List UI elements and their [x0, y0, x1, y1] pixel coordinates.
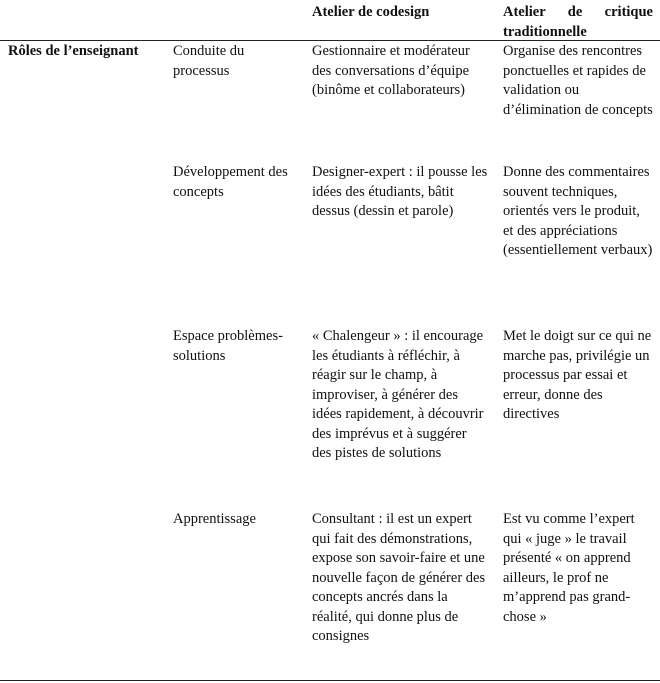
row-critique: Est vu comme l’expert qui « juge » le travail présenté « on apprend ailleurs, le prof ne m’apprend pas grand-chose »	[503, 511, 635, 625]
row-critique: Organise des rencontres ponctuelles et rapides de validation ou d’élimination de concepts	[503, 43, 653, 118]
table-bottom-rule	[0, 680, 660, 681]
section-label: Rôles de l’enseignant	[8, 43, 139, 59]
header-codesign: Atelier de codesign	[312, 4, 430, 20]
row-critique: Donne des commentaires souvent techniques, orientés vers le produit, et des appréciations (essentiellement verbaux)	[503, 164, 653, 258]
row-aspect: Espace problèmes-solutions	[173, 328, 283, 364]
row-codesign: « Chalengeur » : il encourage les étudiants à réfléchir, à réagir sur le champ, à improviser, à générer des idées rapidement, à découvrir des imprévus et à suggérer des pistes de solutions	[312, 328, 484, 461]
row-codesign: Gestionnaire et modérateur des conversations d’équipe (binôme et collaborateurs)	[312, 43, 470, 98]
row-critique: Met le doigt sur ce qui ne marche pas, privilégie un processus par essai et erreur, donne des directives	[503, 328, 652, 422]
row-aspect: Apprentissage	[173, 511, 256, 527]
row-codesign: Designer-expert : il pousse les idées des étudiants, bâtit dessus (dessin et parole)	[312, 164, 488, 219]
row-aspect: Conduite du processus	[173, 43, 245, 79]
header-divider	[0, 40, 660, 41]
row-codesign: Consultant : il est un expert qui fait des démonstrations, expose son savoir-faire et une nouvelle façon de générer des concepts ancrés dans la réalité, qui donne plus de consignes	[312, 511, 486, 644]
row-aspect: Développement des concepts	[173, 164, 288, 200]
header-critique: Atelier de critique traditionnelle	[503, 4, 653, 40]
